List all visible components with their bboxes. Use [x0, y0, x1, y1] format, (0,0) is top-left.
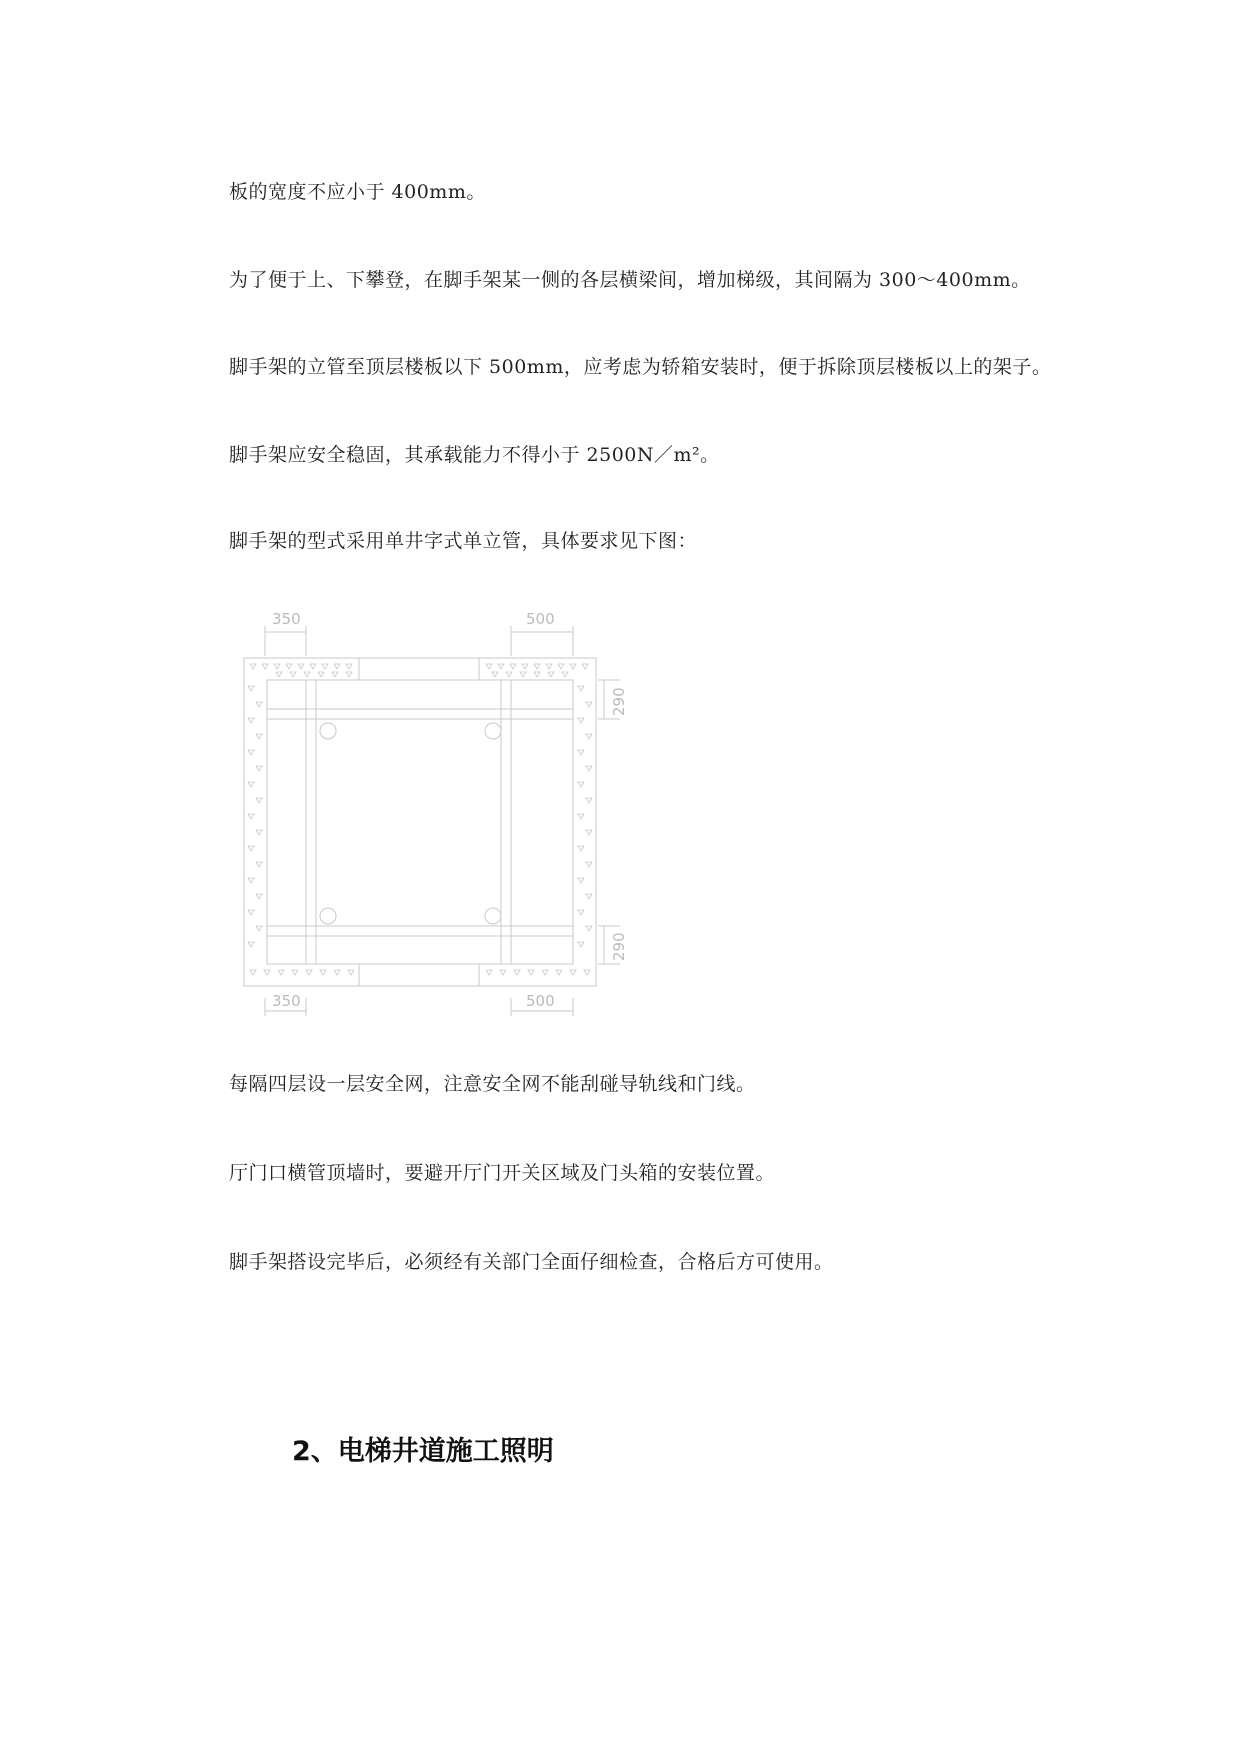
shaft-inner-outline: [267, 680, 573, 964]
dim-top-right: 500: [526, 610, 555, 628]
paragraph-standpipe-height: 脚手架的立管至顶层楼板以下 500mm，应考虑为轿箱安装时，便于拆除顶层楼板以上的架子。: [229, 356, 1052, 378]
section-heading: 2、电梯井道施工照明: [292, 1436, 554, 1467]
dim-bottom-left: 350: [272, 992, 301, 1010]
paragraph-door-opening: 厅门口横管顶墙时，要避开厅门开关区域及门头箱的安装位置。: [229, 1162, 776, 1184]
shaft-wall-outline: [244, 658, 596, 986]
standpipe-top-left: [320, 723, 336, 739]
paragraph-safety-net: 每隔四层设一层安全网，注意安全网不能刮碰导轨线和门线。: [229, 1073, 756, 1095]
standpipe-top-right: [485, 723, 501, 739]
standpipe-bottom-left: [320, 908, 336, 924]
dim-top-left: 350: [272, 610, 301, 628]
paragraph-ladder-steps: 为了便于上、下攀登，在脚手架某一侧的各层横梁间，增加梯级，其间隔为 300～400mm。: [229, 269, 1031, 291]
dim-right-bottom: 290: [610, 932, 628, 961]
concrete-hatch: [248, 664, 592, 975]
dim-bottom-right: 500: [526, 992, 555, 1010]
paragraph-load-capacity: 脚手架应安全稳固，其承载能力不得小于 2500N／m²。: [229, 444, 720, 466]
scaffold-plan-diagram: [236, 606, 656, 1026]
standpipe-bottom-right: [485, 908, 501, 924]
paragraph-inspection: 脚手架搭设完毕后，必须经有关部门全面仔细检查，合格后方可使用。: [229, 1251, 834, 1273]
paragraph-scaffold-type: 脚手架的型式采用单井字式单立管，具体要求见下图：: [229, 530, 698, 552]
dim-right-top: 290: [610, 687, 628, 716]
paragraph-board-width: 板的宽度不应小于 400mm。: [229, 181, 486, 203]
